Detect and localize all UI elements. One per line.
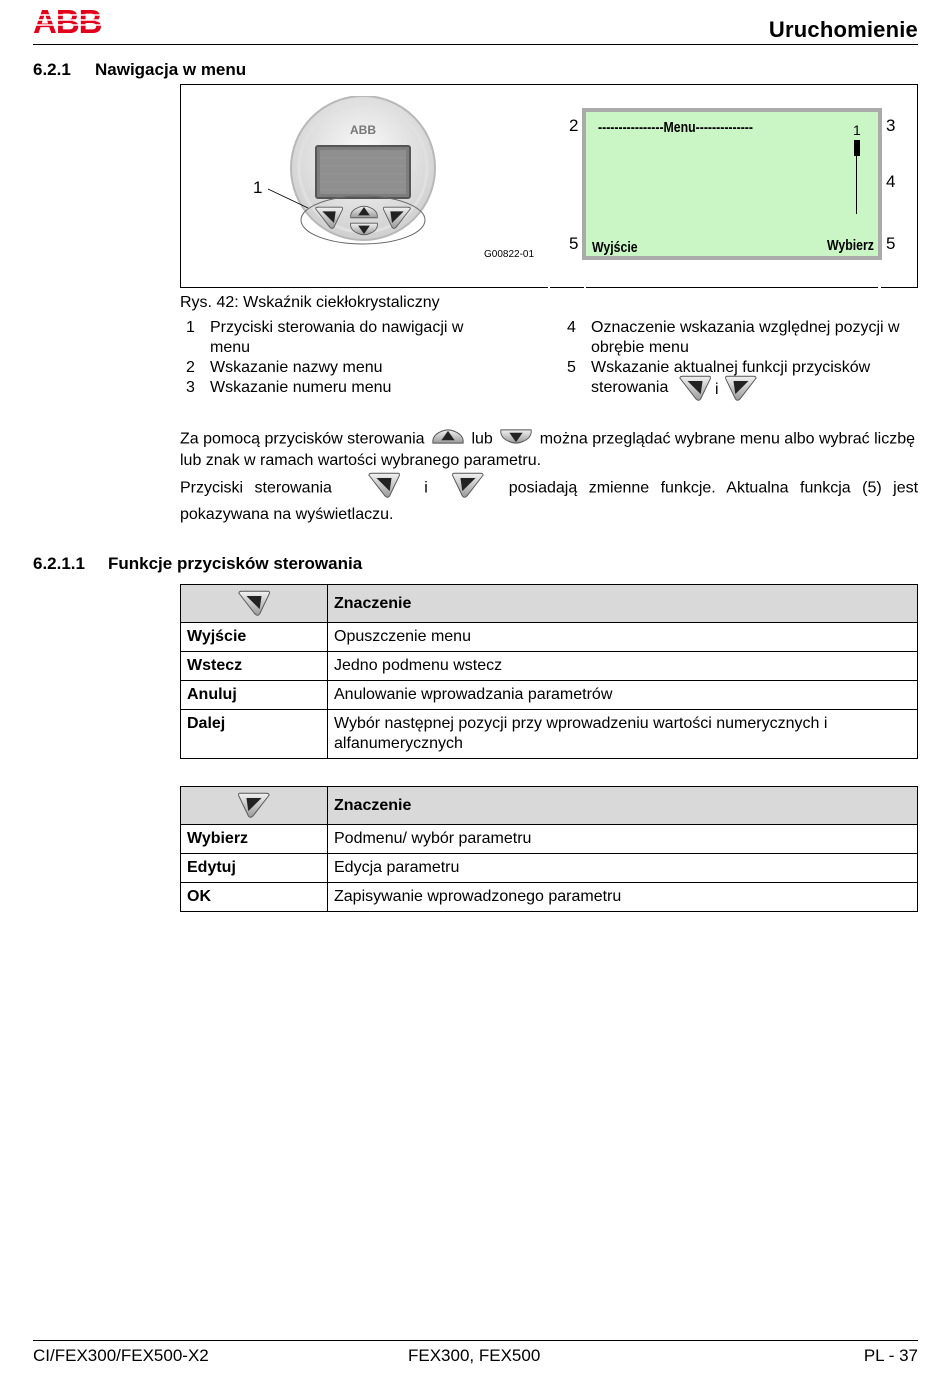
right-softkey-icon: [181, 787, 328, 825]
callout-1: 1: [253, 178, 263, 197]
table-row: OK Zapisywanie wprowadzonego parametru: [181, 883, 918, 912]
callout-5: 5: [569, 234, 579, 253]
callout-5: 5: [886, 234, 896, 253]
subsection-number: 6.2.1.1: [33, 554, 85, 573]
abb-logo: [33, 6, 113, 36]
left-softkey-icon: [367, 472, 401, 505]
lcd-scroll-marker: [854, 140, 860, 156]
chapter-title: Uruchomienie: [768, 17, 918, 42]
table-row: Wyjście Opuszczenie menu: [181, 623, 918, 652]
section-heading: [33, 60, 246, 80]
paragraph-softkeys: Przyciski sterowania i posiadają zmienne funkcje. Aktualna funkcja (5) jest pokazywana na wyświetlaczu.: [180, 472, 918, 525]
figure-code: G00822-01: [484, 249, 535, 260]
right-softkey-functions-table: [180, 786, 918, 912]
svg-text:ABB: ABB: [33, 6, 102, 36]
figure-caption-title: Rys. 42: Wskaźnik ciekłokrystaliczny: [180, 294, 440, 311]
footer-product: FEX300, FEX500: [408, 1346, 541, 1365]
table-row: Wstecz Jedno podmenu wstecz: [181, 652, 918, 681]
lcd-right-softkey: Wybierz: [827, 237, 874, 254]
down-key-icon: [499, 428, 533, 451]
up-key-icon: [431, 428, 465, 451]
left-softkey-icon: [181, 585, 328, 623]
caption-item: 3 Wskazanie numeru menu: [186, 379, 392, 396]
column-header: Znaczenie: [328, 787, 918, 825]
callout-4: 4: [886, 172, 896, 191]
left-softkey-icon: [678, 375, 712, 407]
footer-doc-id: CI/FEX300/FEX500-X2: [33, 1346, 209, 1365]
svg-text:ABB: ABB: [350, 123, 376, 137]
table-row: Edytuj Edycja parametru: [181, 854, 918, 883]
caption-item: 4 Oznaczenie wskazania względnej pozycji w obrębie menu: [567, 319, 900, 356]
device-illustration: [250, 96, 450, 256]
right-softkey-icon: [451, 472, 485, 505]
table-row: Dalej Wybór następnej pozycji przy wprowadzeniu wartości numerycznych i alfanumerycznych: [181, 710, 918, 759]
caption-item: 5 Wskazanie aktualnej funkcji przycisków sterowania: [567, 359, 871, 396]
figure-bottom-rule: [586, 287, 878, 288]
subsection-title: Funkcje przycisków sterowania: [108, 554, 363, 573]
figure-bottom-rule: [881, 287, 918, 288]
paragraph-navigation: Za pomocą przycisków sterowania lub można przeglądać wybrane menu albo wybrać liczbę lub znak w ramach wartości wybranego parametru.: [180, 428, 918, 471]
caption-item: 2 Wskazanie nazwy menu: [186, 359, 383, 376]
figure-bottom-rule: [180, 287, 548, 288]
caption-conjunction: i: [715, 381, 719, 398]
lcd-menu-number: 1: [853, 122, 861, 138]
caption-item: 1 Przyciski sterowania do nawigacji w menu: [186, 319, 464, 356]
left-softkey-functions-table: [180, 584, 918, 759]
subsection-heading: [33, 554, 362, 574]
callout-2: 2: [569, 116, 579, 135]
lcd-title-line: ----------------Menu--------------: [598, 119, 754, 136]
figure-bottom-rule: [550, 287, 584, 288]
footer-page-number: PL - 37: [863, 1346, 918, 1365]
header-divider: [33, 44, 918, 45]
lcd-left-softkey: Wyjście: [592, 239, 638, 256]
caption-list-left: [186, 318, 506, 398]
right-softkey-icon: [724, 375, 758, 407]
table-header-row: [181, 585, 918, 623]
lcd-display: [582, 108, 882, 260]
column-header: Znaczenie: [328, 585, 918, 623]
lcd-scroll-track: [856, 154, 857, 214]
section-number: 6.2.1: [33, 60, 71, 79]
table-row: Wybierz Podmenu/ wybór parametru: [181, 825, 918, 854]
section-title: Nawigacja w menu: [95, 60, 247, 79]
callout-3: 3: [886, 116, 896, 135]
table-header-row: [181, 787, 918, 825]
table-row: Anuluj Anulowanie wprowadzania parametrów: [181, 681, 918, 710]
footer-divider: [33, 1340, 918, 1341]
